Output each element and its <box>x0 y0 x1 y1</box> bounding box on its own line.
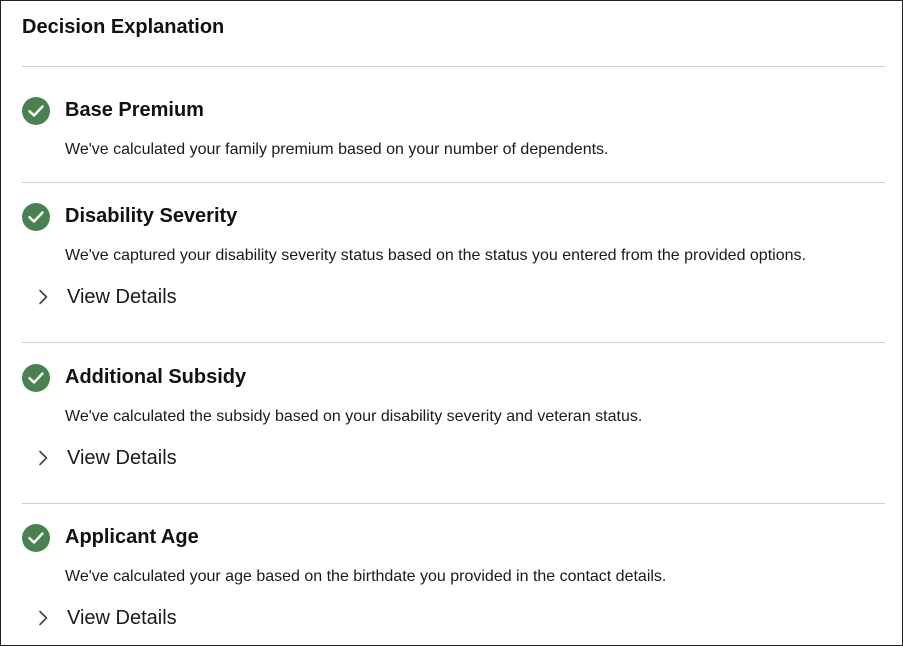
view-details-toggle[interactable] <box>38 445 177 471</box>
divider <box>22 66 885 67</box>
section-description: We've captured your disability severity status based on the status you entered from the provided options. <box>65 247 806 264</box>
chevron-right-icon <box>38 288 52 306</box>
section-title: Disability Severity <box>65 205 238 227</box>
section-title: Additional Subsidy <box>65 366 247 388</box>
section-description: We've calculated the subsidy based on your disability severity and veteran status. <box>65 408 643 425</box>
chevron-right-icon <box>38 609 52 627</box>
divider <box>22 182 885 183</box>
view-details-label: View Details <box>67 447 177 469</box>
check-circle-icon <box>22 203 50 231</box>
view-details-label: View Details <box>67 607 177 629</box>
page-title: Decision Explanation <box>22 16 225 38</box>
section-title: Applicant Age <box>65 526 199 548</box>
divider <box>22 503 885 504</box>
section-description: We've calculated your age based on the birthdate you provided in the contact details. <box>65 568 667 585</box>
divider <box>22 342 885 343</box>
check-circle-icon <box>22 364 50 392</box>
check-circle-icon <box>22 97 50 125</box>
section-description: We've calculated your family premium based on your number of dependents. <box>65 141 609 158</box>
chevron-right-icon <box>38 449 52 467</box>
view-details-toggle[interactable] <box>38 605 177 631</box>
view-details-label: View Details <box>67 286 177 308</box>
view-details-toggle[interactable] <box>38 284 177 310</box>
section-title: Base Premium <box>65 99 204 121</box>
check-circle-icon <box>22 524 50 552</box>
